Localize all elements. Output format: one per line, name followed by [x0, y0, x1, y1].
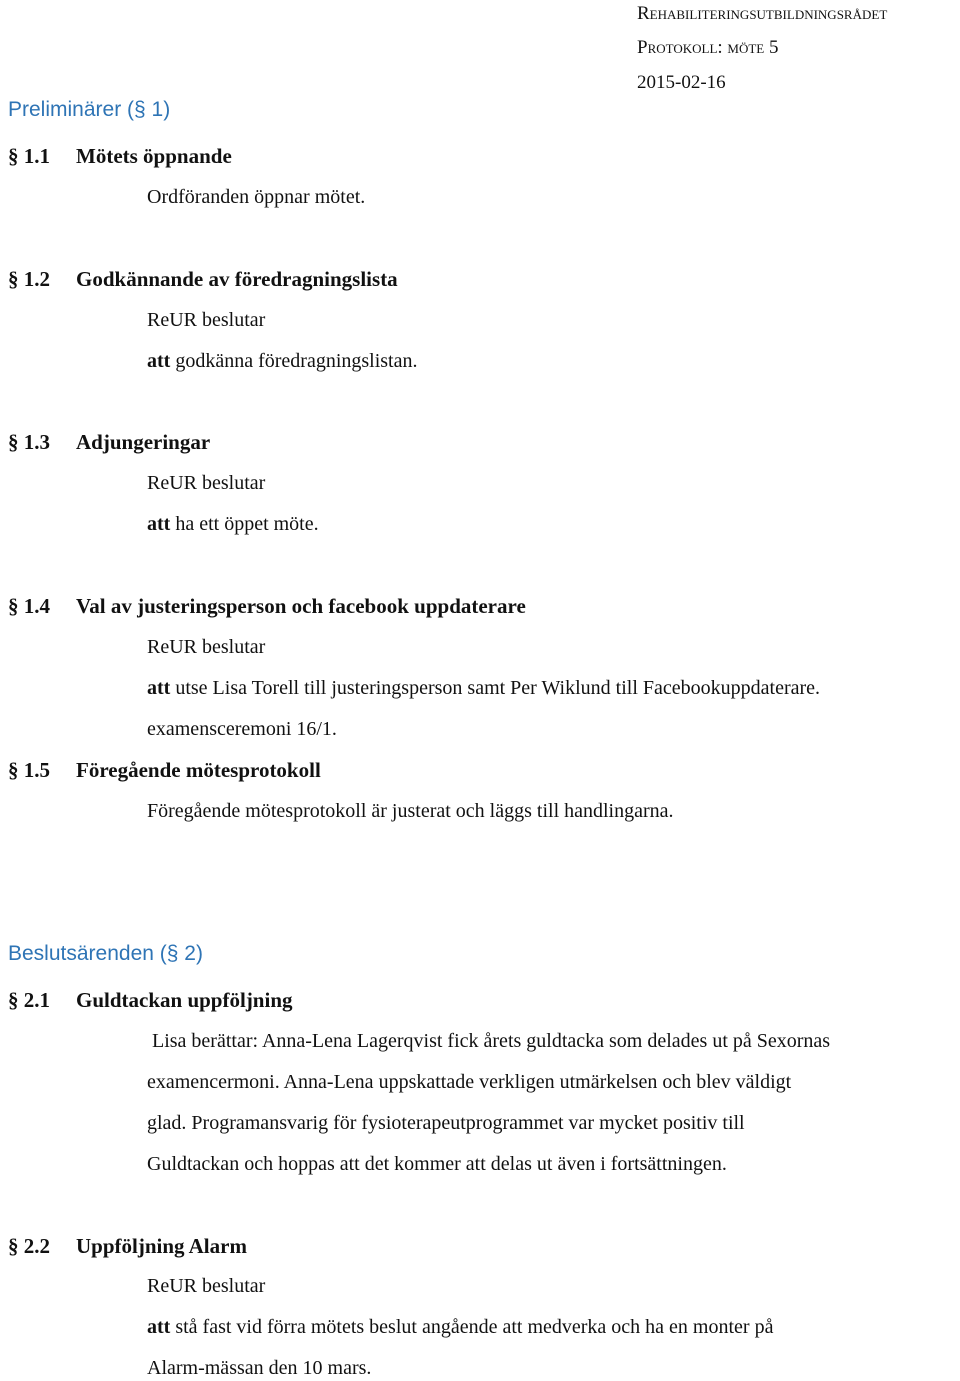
decision-text: att utse Lisa Torell till justeringsperson samt Per Wiklund till Facebookuppdaterare.	[147, 677, 821, 699]
header-protocol: Protokoll: möte 5	[637, 37, 779, 58]
item-heading-1-5: § 1.5 Föregående mötesprotokoll	[8, 758, 321, 782]
decision-text: att godkänna föredragningslistan.	[147, 350, 418, 372]
item-text: Alarm-mässan den 10 mars.	[147, 1357, 372, 1379]
header-date: 2015-02-16	[637, 72, 726, 93]
decision-line: ReUR beslutar	[147, 309, 266, 331]
item-text: Guldtackan och hoppas att det kommer att delas ut även i fortsättningen.	[147, 1153, 727, 1175]
item-text: glad. Programansvarig för fysioterapeutprogrammet var mycket positiv till	[147, 1112, 745, 1134]
decision-line: ReUR beslutar	[147, 1275, 266, 1297]
decision-line: ReUR beslutar	[147, 636, 266, 658]
item-heading-2-1: § 2.1 Guldtackan uppföljning	[8, 988, 293, 1012]
item-heading-2-2: § 2.2 Uppföljning Alarm	[8, 1234, 247, 1258]
item-heading-1-4: § 1.4 Val av justeringsperson och facebook uppdaterare	[8, 594, 526, 618]
decision-text: att stå fast vid förra mötets beslut angående att medverka och ha en monter på	[147, 1316, 774, 1338]
header-org: Rehabiliteringsutbildningsrådet	[637, 3, 888, 24]
item-text: Ordföranden öppnar mötet.	[147, 186, 366, 208]
item-heading-1-3: § 1.3 Adjungeringar	[8, 430, 211, 454]
item-text: examencermoni. Anna-Lena uppskattade verkligen utmärkelsen och blev väldigt	[147, 1071, 792, 1093]
decision-line: ReUR beslutar	[147, 472, 266, 494]
item-text: Lisa berättar: Anna-Lena Lagerqvist fick årets guldtacka som delades ut på Sexornas	[147, 1030, 831, 1052]
item-heading-1-1: § 1.1 Mötets öppnande	[8, 144, 232, 168]
item-text: examensceremoni 16/1.	[147, 718, 337, 740]
item-text: Föregående mötesprotokoll är justerat och läggs till handlingarna.	[147, 800, 674, 822]
section-title-preliminarer: Preliminärer (§ 1)	[8, 98, 171, 121]
section-title-beslutsarenden: Beslutsärenden (§ 2)	[8, 942, 203, 965]
decision-text: att ha ett öppet möte.	[147, 513, 319, 535]
item-heading-1-2: § 1.2 Godkännande av föredragningslista	[8, 267, 398, 291]
